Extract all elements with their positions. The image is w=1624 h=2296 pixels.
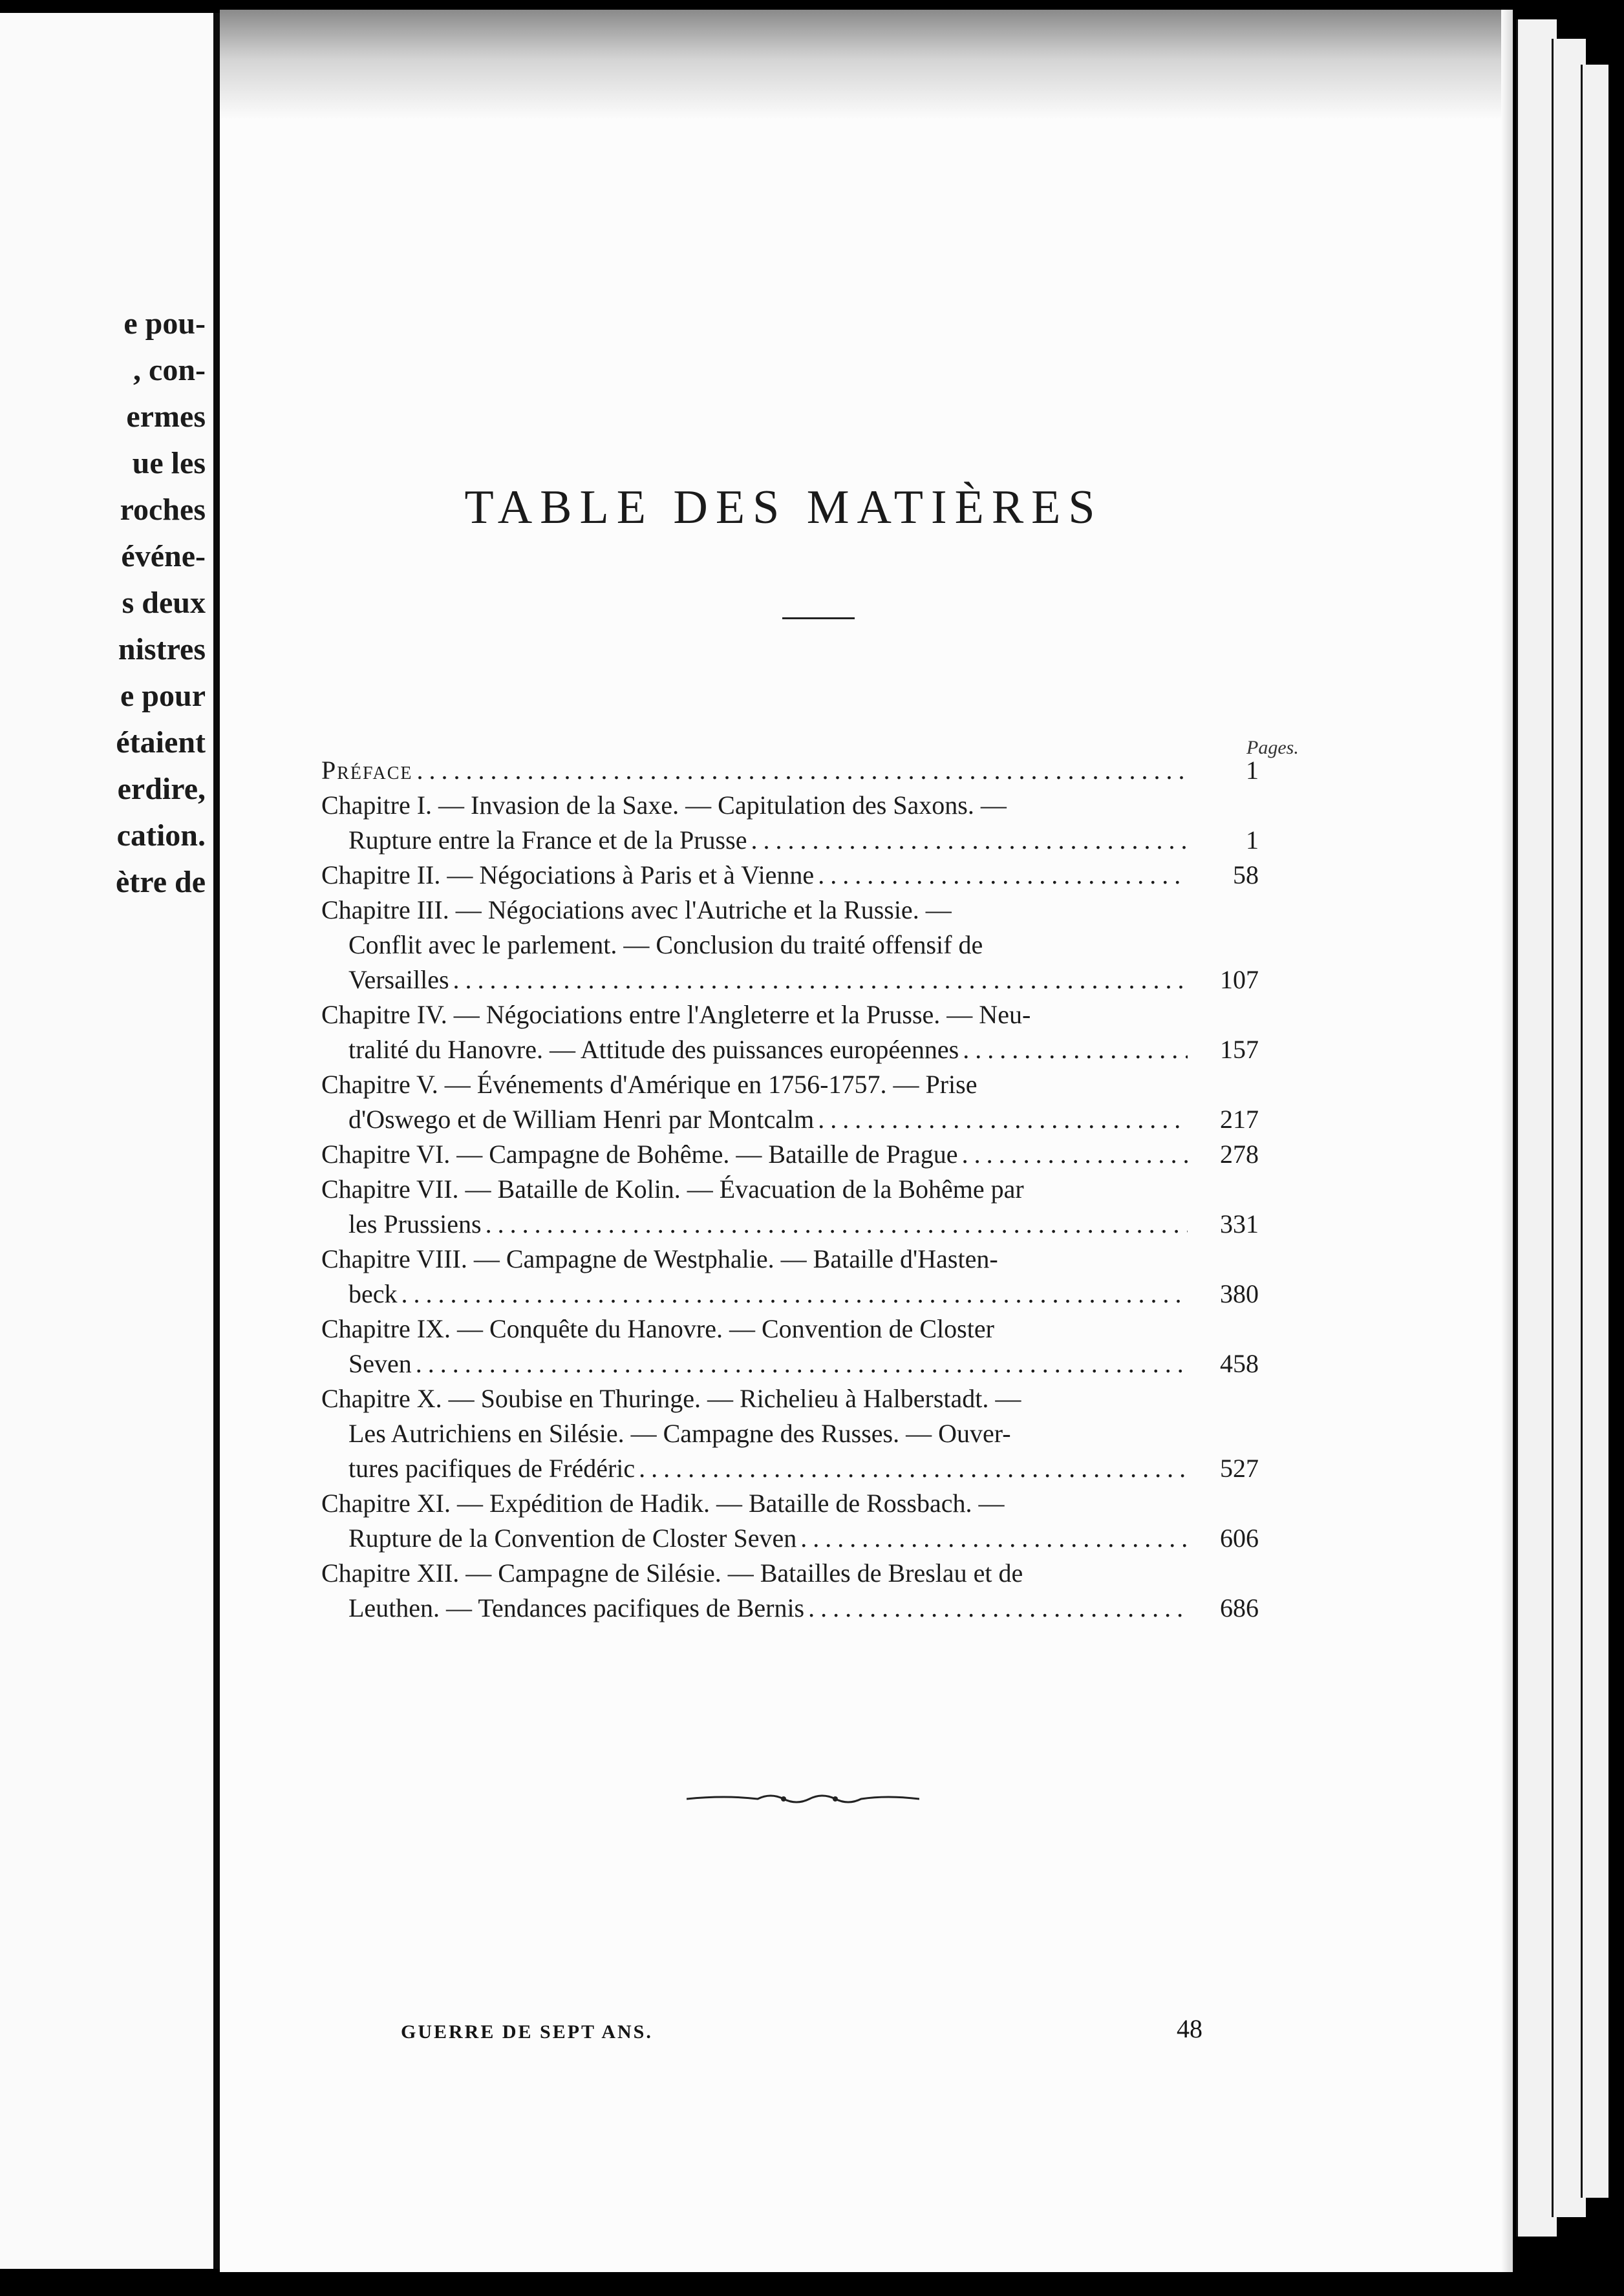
- toc-line: [321, 1556, 1259, 1591]
- dot-leader: [412, 1346, 1188, 1381]
- toc-line: [321, 1137, 1259, 1172]
- toc-line: [321, 753, 1259, 788]
- toc-page-number: 606: [1220, 1524, 1259, 1553]
- toc-line-text: d'Oswego et de William Henri par Montcalm: [348, 1105, 815, 1134]
- dot-leader: [449, 962, 1188, 997]
- toc-entry: [321, 1312, 1259, 1381]
- toc-line-text: Rupture de la Convention de Closter Seven: [348, 1524, 797, 1553]
- dot-leader: [814, 1102, 1188, 1137]
- previous-page-line: ermes: [126, 399, 206, 434]
- toc-line-text: Chapitre III. — Négociations avec l'Autriche et la Russie. —: [321, 895, 952, 924]
- toc-page-number: 157: [1220, 1035, 1259, 1064]
- toc-line: [321, 1416, 1259, 1451]
- toc-line: [321, 1277, 1259, 1312]
- previous-page-line: étaient: [116, 725, 206, 760]
- toc-line: [321, 1486, 1259, 1521]
- toc-line-text: Chapitre VII. — Bataille de Kolin. — Évacuation de la Bohême par: [321, 1175, 1024, 1204]
- ornament-icon: [687, 1786, 919, 1812]
- toc-page-number: 458: [1220, 1349, 1259, 1378]
- previous-page-line: événe-: [121, 539, 206, 573]
- previous-page-line: e pour: [120, 679, 206, 713]
- dot-leader: [482, 1207, 1188, 1242]
- toc-entry: [321, 1242, 1259, 1312]
- toc-line: [321, 1102, 1259, 1137]
- previous-page-line: s deux: [122, 586, 206, 620]
- toc-page-number: 107: [1220, 965, 1259, 994]
- toc-entry: [321, 1381, 1259, 1486]
- toc-line: [321, 858, 1259, 893]
- previous-page-line: ètre de: [115, 865, 206, 899]
- document-page: [220, 10, 1513, 2272]
- toc-line-text: Chapitre VIII. — Campagne de Westphalie. — Bataille d'Hasten-: [321, 1244, 998, 1273]
- toc-line-text: Conflit avec le parlement. — Conclusion du traité offensif de: [348, 930, 983, 959]
- toc-line: [321, 1067, 1259, 1102]
- toc-line: [321, 1451, 1259, 1486]
- dot-leader: [413, 753, 1188, 788]
- toc-entry: [321, 997, 1259, 1067]
- toc-line: [321, 1032, 1259, 1067]
- title-rule: [782, 617, 855, 619]
- page-title: TABLE DES MATIÈRES: [464, 481, 1103, 534]
- toc-line-text: tures pacifiques de Frédéric: [348, 1454, 636, 1483]
- previous-page-line: roches: [120, 493, 206, 527]
- toc-line-text: Les Autrichiens en Silésie. — Campagne des Russes. — Ouver-: [348, 1419, 1011, 1448]
- toc-entry: [321, 858, 1259, 893]
- toc-line: [321, 893, 1259, 928]
- footer-signature: 48: [1177, 2014, 1202, 2043]
- previous-page-line: erdire,: [117, 772, 206, 806]
- toc-line: [321, 1381, 1259, 1416]
- toc-line-text: Chapitre II. — Négociations à Paris et à Vienne: [321, 860, 815, 889]
- toc-line-text: Chapitre X. — Soubise en Thuringe. — Richelieu à Halberstadt. —: [321, 1384, 1021, 1413]
- scan-shadow: [220, 10, 1513, 120]
- toc-line-text: Seven: [348, 1349, 412, 1378]
- toc-page-number: 686: [1220, 1593, 1259, 1622]
- toc-entry: [321, 788, 1259, 858]
- toc-line-text: Chapitre VI. — Campagne de Bohême. — Bataille de Prague: [321, 1140, 958, 1169]
- toc-page-number: 527: [1220, 1454, 1259, 1483]
- toc-line: [321, 1346, 1259, 1381]
- toc-line-text: tralité du Hanovre. — Attitude des puissances européennes: [348, 1035, 959, 1064]
- toc-line-text: Préface: [321, 756, 413, 785]
- previous-page-line: ue les: [132, 446, 206, 480]
- table-of-contents: [321, 753, 1259, 1626]
- previous-page-line: e pou-: [123, 306, 206, 341]
- dot-leader: [747, 823, 1188, 858]
- toc-entry: [321, 1486, 1259, 1556]
- toc-page-number: 217: [1220, 1105, 1259, 1134]
- toc-line-text: beck: [348, 1279, 398, 1308]
- toc-line-text: Chapitre V. — Événements d'Amérique en 1756-1757. — Prise: [321, 1070, 978, 1099]
- page-fold-shadow: [1501, 10, 1513, 2272]
- previous-page-line: cation.: [116, 818, 206, 853]
- page-edge: [1581, 65, 1608, 2198]
- toc-page-number: 1: [1246, 756, 1259, 785]
- toc-line: [321, 1207, 1259, 1242]
- toc-line: [321, 997, 1259, 1032]
- toc-line: [321, 1591, 1259, 1626]
- toc-line-text: Chapitre XI. — Expédition de Hadik. — Bataille de Rossbach. —: [321, 1489, 1005, 1518]
- toc-line-text: Chapitre IX. — Conquête du Hanovre. — Convention de Closter: [321, 1314, 994, 1343]
- pages-column-label: Pages.: [1246, 737, 1299, 758]
- dot-leader: [958, 1137, 1188, 1172]
- toc-page-number: 331: [1220, 1209, 1259, 1238]
- previous-page-line: , con-: [133, 353, 206, 387]
- toc-line: [321, 1172, 1259, 1207]
- toc-line: [321, 788, 1259, 823]
- toc-line-text: Rupture entre la France et de la Prusse: [348, 825, 747, 855]
- dot-leader: [796, 1521, 1188, 1556]
- toc-line: [321, 962, 1259, 997]
- footer-work-title: GUERRE DE SEPT ANS.: [401, 2021, 653, 2043]
- previous-page-strip: [0, 13, 220, 2269]
- toc-entry: [321, 1067, 1259, 1137]
- dot-leader: [814, 858, 1188, 893]
- toc-line-text: Leuthen. — Tendances pacifiques de Bernis: [348, 1593, 805, 1622]
- dot-leader: [635, 1451, 1188, 1486]
- previous-page-line: nistres: [118, 632, 206, 666]
- toc-line: [321, 823, 1259, 858]
- toc-page-number: 58: [1233, 860, 1259, 889]
- toc-line-text: Chapitre I. — Invasion de la Saxe. — Capitulation des Saxons. —: [321, 791, 1007, 820]
- page-edge: [1516, 19, 1557, 2237]
- toc-page-number: 1: [1246, 825, 1259, 855]
- toc-entry: [321, 1172, 1259, 1242]
- toc-entry: [321, 1137, 1259, 1172]
- dot-leader: [804, 1591, 1188, 1626]
- toc-line: [321, 1242, 1259, 1277]
- toc-line-text: Chapitre IV. — Négociations entre l'Angleterre et la Prusse. — Neu-: [321, 1000, 1031, 1029]
- dot-leader: [398, 1277, 1188, 1312]
- toc-line-text: Chapitre XII. — Campagne de Silésie. — Batailles de Breslau et de: [321, 1558, 1023, 1588]
- dot-leader: [959, 1032, 1188, 1067]
- toc-entry: [321, 1556, 1259, 1626]
- previous-page-text: [0, 301, 206, 906]
- toc-line-text: les Prussiens: [348, 1209, 482, 1238]
- toc-entry: [321, 753, 1259, 788]
- toc-entry: [321, 893, 1259, 997]
- toc-line: [321, 1521, 1259, 1556]
- toc-line: [321, 1312, 1259, 1346]
- toc-line-text: Versailles: [348, 965, 449, 994]
- toc-line: [321, 928, 1259, 962]
- toc-page-number: 380: [1220, 1279, 1259, 1308]
- toc-page-number: 278: [1220, 1140, 1259, 1169]
